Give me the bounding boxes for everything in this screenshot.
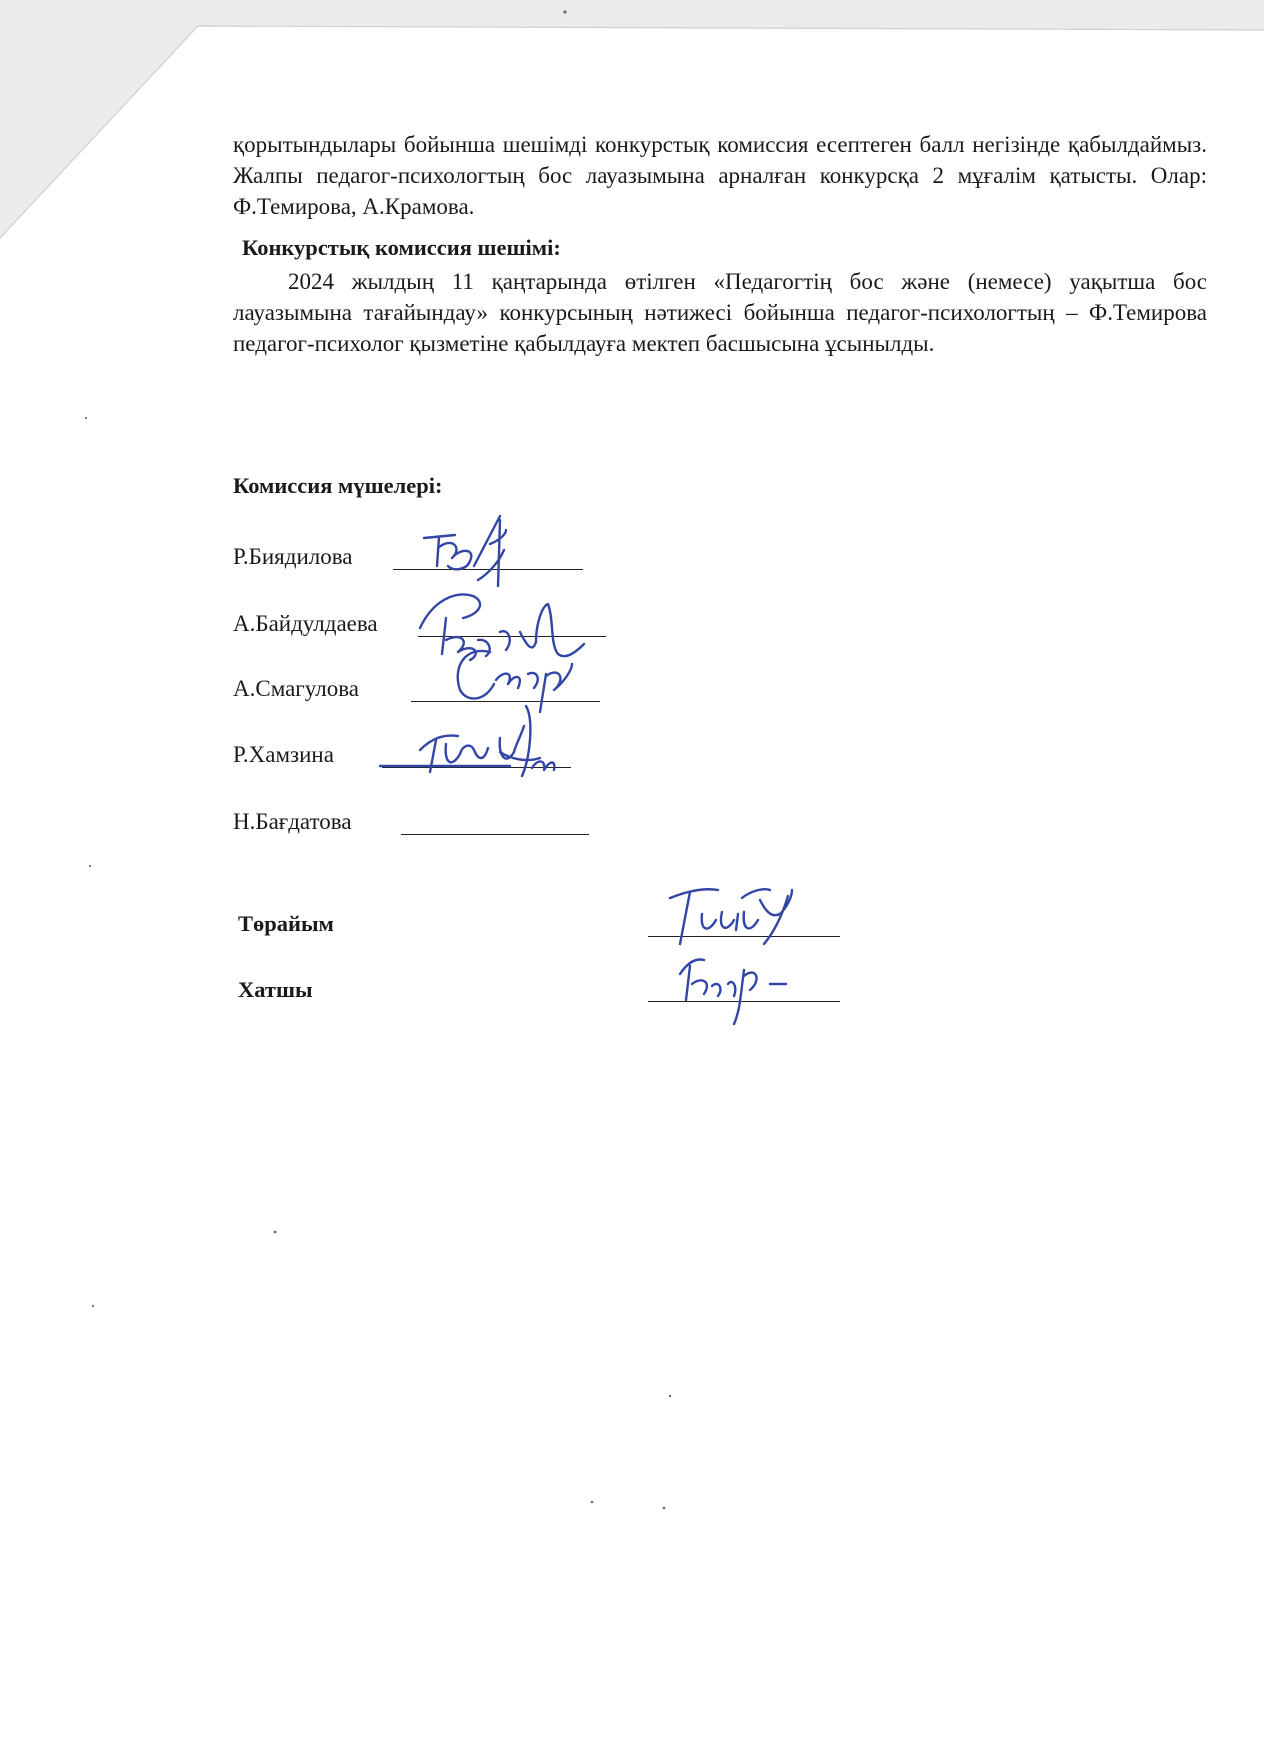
member-signature-row (233, 805, 352, 839)
paragraph-results: қорытындылары бойынша шешімді конкурстық комиссия есептеген балл негізінде қабылдаймыз. Жалпы педагог-психологтың бос лауазымына арналған конкурсқа 2 мұғалім қатысты. Олар: Ф.Темирова, А.Крамова. (233, 132, 1207, 219)
secretary-signature-line (648, 1001, 840, 1002)
member-signature-row (233, 738, 334, 772)
signature-line (401, 834, 589, 835)
member-signature-row (233, 607, 378, 641)
member-name: Н.Бағдатова (233, 809, 352, 834)
member-name: Р.Хамзина (233, 742, 334, 767)
decision-heading: Конкурстық комиссия шешімі: (242, 235, 561, 260)
chair-signature-line (648, 936, 840, 937)
member-name: А.Смагулова (233, 676, 359, 701)
paragraph-decision: 2024 жылдың 11 қаңтарында өтілген «Педагогтің бос және (немесе) уақытша бос лауазымына тағайындау» конкурсының нәтижесі бойынша педагог-психологтың – Ф.Темирова педагог-психолог қызметіне қабылдауға мектеп басшысына ұсынылды. (233, 269, 1207, 356)
chair-label: Төрайым (238, 911, 334, 936)
signature-line (418, 636, 606, 637)
signature-line (393, 569, 583, 570)
commission-members-heading: Комиссия мүшелері: (233, 473, 443, 498)
signature-line (382, 767, 571, 768)
member-signature-row (233, 540, 353, 574)
member-signature-row (233, 672, 359, 706)
member-name: А.Байдулдаева (233, 611, 378, 636)
secretary-label: Хатшы (238, 977, 313, 1002)
signature-line (411, 701, 600, 702)
member-name: Р.Биядилова (233, 544, 353, 569)
